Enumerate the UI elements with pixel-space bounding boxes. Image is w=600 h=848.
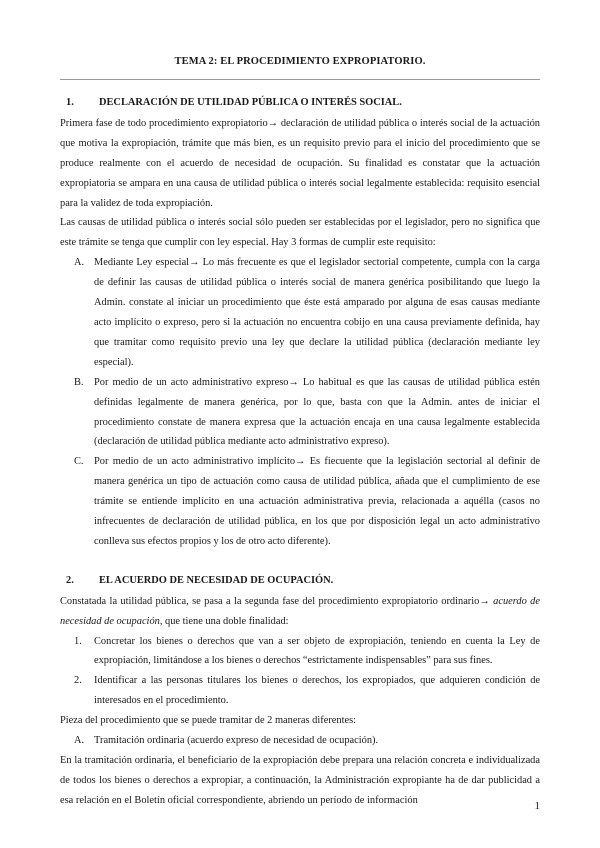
title-divider bbox=[60, 79, 540, 80]
section-2-sublist bbox=[60, 731, 540, 751]
list-item-marker: B. bbox=[74, 376, 84, 388]
list-item bbox=[60, 452, 540, 552]
list-item-marker: 1. bbox=[74, 635, 82, 647]
list-item bbox=[60, 671, 540, 711]
section-2-heading bbox=[60, 571, 540, 591]
section-2-paragraph-1: Constatada la utilidad pública, se pasa a la segunda fase del procedimiento expropiatorio ordinario→ acuerdo de necesidad de ocupación, que tiene una doble finalidad: bbox=[60, 595, 540, 627]
list-item-text: Concretar los bienes o derechos que van a ser objeto de expropiación, teniendo en cuenta la Ley de expropiación, limitándose a los bienes o derechos “estrictamente indispensables” para sus fines. bbox=[94, 635, 540, 667]
list-item-text: Identificar a las personas titulares los bienes o derechos, los expropiados, que adquieren condición de interesados en el procedimiento. bbox=[94, 675, 540, 707]
italic-term: acuerdo de necesidad de ocupación bbox=[60, 595, 540, 627]
page-number: 1 bbox=[534, 800, 540, 812]
list-item-marker: 2. bbox=[74, 675, 82, 687]
document-body bbox=[60, 93, 540, 811]
section-2-title: EL ACUERDO DE NECESIDAD DE OCUPACIÓN. bbox=[99, 574, 334, 586]
list-item-marker: C. bbox=[74, 456, 84, 468]
section-1-heading bbox=[60, 93, 540, 113]
section-1-number: 1. bbox=[66, 97, 74, 108]
section-1-paragraph-2: Las causas de utilidad pública o interés social sólo pueden ser establecidas por el legislador, pero no significa que este trámite se tenga que cumplir con ley especial. Hay 3 formas de cumplir este requisito: bbox=[60, 217, 540, 249]
section-2-paragraph-3: En la tramitación ordinaria, el beneficiario de la expropiación debe prepara una relación concreta e individualizada de todos los bienes o derechos a expropiar, a continuación, la Administración expropiante ha de dar publicidad a esa relación en el Boletín oficial correspondiente, abriendo un período de información bbox=[60, 755, 540, 806]
list-item-text: Por medio de un acto administrativo expreso→ Lo habitual es que las causas de utilidad pública estén definidas legalmente de manera genérica, por lo que, basta con que la Admin. antes de iniciar el procedimiento constate de manera expresa que la actuación encaja en una causa legalmente establecida (declaración de utilidad pública mediante acto administrativo expreso). bbox=[94, 376, 540, 448]
section-2-paragraph-2: Pieza del procedimiento que se puede tramitar de 2 maneras diferentes: bbox=[60, 715, 357, 727]
list-item bbox=[60, 731, 540, 751]
document-page bbox=[60, 0, 540, 848]
list-item-marker: A. bbox=[74, 257, 85, 269]
list-item-text: Tramitación ordinaria (acuerdo expreso de necesidad de ocupación). bbox=[94, 735, 379, 747]
list-item-marker: A. bbox=[74, 735, 85, 747]
section-2-number: 2. bbox=[66, 574, 74, 586]
section-2-list bbox=[60, 632, 540, 712]
section-1-list bbox=[60, 253, 540, 552]
list-item bbox=[60, 632, 540, 672]
list-item-text: Por medio de un acto administrativo implícito→ Es fiecuente que la legislación sectorial al definir de manera genérica un tipo de actuación como causa de utilidad pública, añada que el cumplimiento de ese trámite se entiende implícito en una actuación administrativa previa, relacionada a aquélla (casos no infrecuentes de declaración de utilidad pública, en los que por disposición legal un acto administrativo conlleva sus efectos propios y los de otro acto diferente). bbox=[94, 456, 540, 547]
list-item bbox=[60, 373, 540, 453]
document-title: TEMA 2: EL PROCEDIMIENTO EXPROPIATORIO. bbox=[174, 56, 426, 67]
section-1-paragraph-1: Primera fase de todo procedimiento expropiatorio→ declaración de utilidad pública o interés social de la actuación que motiva la expropiación, trámite que más bien, es un requisito previo para el inicio del procedimiento que se produce realmente con el acuerdo de necesidad de ocupación. Su finalidad es constatar que la actuación expropiatoria se ampara en una causa de utilidad pública o interés social legalmente establecida: requisito esencial para la validez de toda expropiación. bbox=[60, 117, 540, 209]
list-item-text: Mediante Ley especial→ Lo más frecuente es que el legislador sectorial competente, cumpla con la carga de definir las causas de utilidad pública o interés social de manera genérica posibilitando que luego la Admin. constate al iniciar un procedimiento que éste está amparado por alguna de esas causas mediante acto implícito o expreso, pero si la actuación no encuentra cobijo en una causa previamente definida, hay que tramitar como requisito previo una ley que declare la utilidad pública (declaración mediante ley especial). bbox=[94, 257, 540, 368]
list-item bbox=[60, 253, 540, 372]
section-1-title: DECLARACIÓN DE UTILIDAD PÚBLICA O INTERÉS SOCIAL. bbox=[99, 97, 402, 108]
